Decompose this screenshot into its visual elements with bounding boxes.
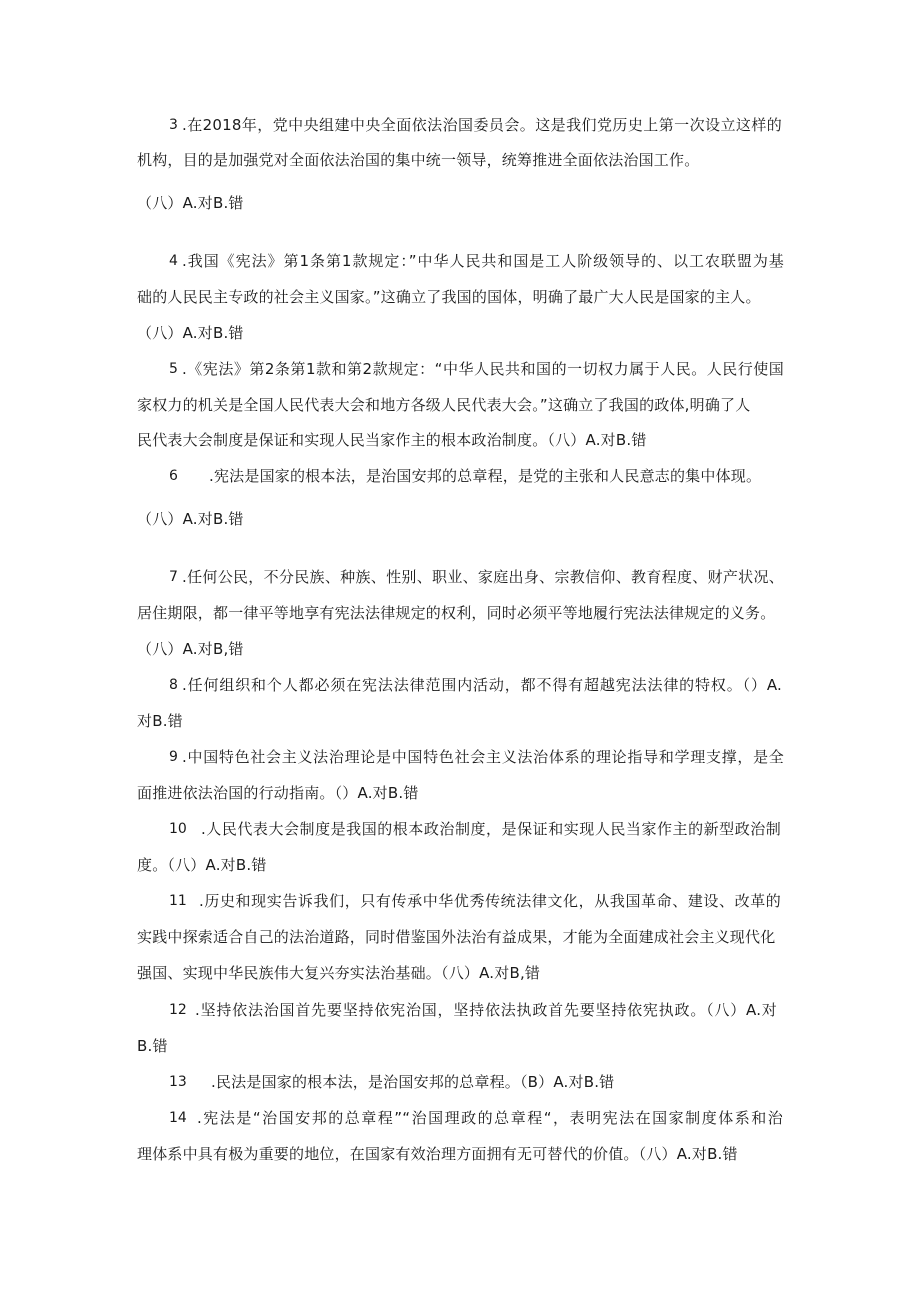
question-text-line: 础的人民民主专政的社会主义国家。”这确立了我国的国体，明确了最广大人民是国家的主人。 bbox=[137, 288, 761, 306]
question-text-line: .在2018年，党中央组建中央全面依法治国委员会。这是我们党历史上第一次设立这样的 bbox=[182, 116, 782, 134]
question-text-line: .中国特色社会主义法治理论是中国特色社会主义法治体系的理论指导和学理支撑，是全 bbox=[182, 748, 784, 766]
question-text-line: .人民代表大会制度是我国的根本政治制度，是保证和实现人民当家作主的新型政治制 bbox=[201, 820, 781, 838]
question-text-line: 面推进依法治国的行动指南。（）A.对B.错 bbox=[137, 784, 419, 802]
question-number: 11 bbox=[169, 893, 187, 909]
question-text-line: .《宪法》第2条第1款和第2款规定：“中华人民共和国的一切权力属于人民。人民行使国 bbox=[182, 360, 784, 378]
question-number: 13 bbox=[169, 1074, 187, 1090]
answer-options: （八）A.对B,错 bbox=[137, 640, 244, 658]
question-text-line: 实践中探索适合自己的法治道路，同时借鉴国外法治有益成果，才能为全面建成社会主义现代化 bbox=[137, 928, 776, 946]
answer-options: （八）A.对B.错 bbox=[137, 324, 244, 342]
question-text-line: 度。（八）A.对B.错 bbox=[137, 856, 267, 874]
question-text-line: B.错 bbox=[137, 1037, 168, 1055]
question-number: 12 bbox=[169, 1002, 187, 1018]
question-number: 5 bbox=[169, 361, 178, 377]
question-text-line: 家权力的机关是全国人民代表大会和地方各级人民代表大会。”这确立了我国的政体,明确了人 bbox=[137, 396, 751, 414]
question-number: 14 bbox=[169, 1110, 187, 1126]
question-text-line: .任何组织和个人都必须在宪法法律范围内活动，都不得有超越宪法法律的特权。（）A. bbox=[182, 676, 782, 694]
question-text-line: .任何公民，不分民族、种族、性别、职业、家庭出身、宗教信仰、教育程度、财产状况、 bbox=[182, 568, 784, 586]
answer-options: （八）A.对B.错 bbox=[137, 194, 244, 212]
question-text-line: .宪法是国家的根本法，是治国安邦的总章程，是党的主张和人民意志的集中体现。 bbox=[209, 467, 762, 485]
question-number: 9 bbox=[169, 749, 178, 765]
question-text-line: 对B.错 bbox=[137, 712, 183, 730]
question-number: 10 bbox=[169, 821, 187, 837]
question-number: 6 bbox=[169, 468, 178, 484]
answer-options: （八）A.对B.错 bbox=[137, 510, 244, 528]
question-text-line: 机构，目的是加强党对全面依法治国的集中统一领导，统筹推进全面依法治国工作。 bbox=[137, 151, 700, 169]
question-text-line: .坚持依法治国首先要坚持依宪治国，坚持依法执政首先要坚持依宪执政。（八）A.对 bbox=[195, 1001, 777, 1019]
question-number: 7 bbox=[169, 569, 178, 585]
question-text-line: .宪法是“治国安邦的总章程”“治国理政的总章程“，表明宪法在国家制度体系和治 bbox=[197, 1109, 783, 1127]
question-text-line: 民代表大会制度是保证和实现人民当家作主的根本政治制度。（八）A.对B.错 bbox=[137, 431, 647, 449]
question-text-line: 理体系中具有极为重要的地位，在国家有效治理方面拥有无可替代的价值。（八）A.对B.错 bbox=[137, 1145, 738, 1163]
question-text-line: 居住期限，都一律平等地享有宪法法律规定的权利，同时必须平等地履行宪法法律规定的义务。 bbox=[137, 604, 776, 622]
question-number: 3 bbox=[169, 117, 178, 133]
question-text-line: .我国《宪法》第1条第1款规定：”中华人民共和国是工人阶级领导的、以工农联盟为基 bbox=[182, 252, 784, 270]
question-number: 8 bbox=[169, 677, 178, 693]
question-text-line: 强国、实现中华民族伟大复兴夯实法治基础。（八）A.对B,错 bbox=[137, 964, 541, 982]
question-number: 4 bbox=[169, 253, 178, 269]
question-text-line: .民法是国家的根本法，是治国安邦的总章程。（B）A.对B.错 bbox=[211, 1073, 615, 1091]
question-text-line: .历史和现实告诉我们，只有传承中华优秀传统法律文化，从我国革命、建设、改革的 bbox=[199, 892, 781, 910]
